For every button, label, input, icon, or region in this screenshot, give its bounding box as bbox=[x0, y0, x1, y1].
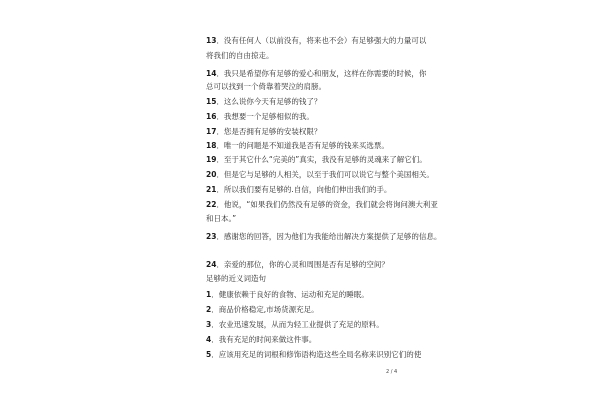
item-number: 15 bbox=[206, 97, 217, 106]
item-text: ．我只是希望你有足够的爱心和朋友，这样在你需要的时候，你 bbox=[216, 69, 427, 78]
item-text: ．应该用充足的词根和修饰语构造这些全局名称来识别它们的使 bbox=[211, 350, 422, 359]
item-continuation: 和日本。” bbox=[206, 214, 237, 223]
item-text: ．所以我们要有足够的.自信，向他们伸出我们的手。 bbox=[216, 185, 392, 194]
list-item bbox=[206, 112, 314, 122]
item-text: ．他说，“如果我们仍然没有足够的资金，我们就会将询问澳大利亚 bbox=[216, 200, 438, 209]
item-text: ．您是否拥有足够的安装权限？ bbox=[216, 127, 322, 136]
list-item bbox=[206, 69, 426, 79]
item-number: 4 bbox=[206, 335, 212, 344]
item-number: 23 bbox=[206, 232, 217, 241]
item-number: 14 bbox=[206, 69, 217, 78]
item-text: ．我有充足的时间来做这件事。 bbox=[211, 335, 317, 344]
item-number: 13 bbox=[206, 36, 217, 45]
item-number: 2 bbox=[206, 305, 212, 314]
list-item bbox=[206, 127, 321, 137]
item-text: ．亲爱的那位，你的心灵和周围是否有足够的空间？ bbox=[216, 260, 389, 269]
list-item bbox=[206, 200, 438, 210]
item-number: 5 bbox=[206, 350, 212, 359]
item-number: 3 bbox=[206, 320, 212, 329]
list-item bbox=[206, 320, 384, 330]
list-item bbox=[206, 290, 369, 300]
list-item bbox=[206, 260, 389, 270]
page-number: 2 / 4 bbox=[386, 369, 398, 375]
item-number: 24 bbox=[206, 260, 217, 269]
item-continuation: 总可以找到一个倚靠着哭泣的肩膀。 bbox=[206, 82, 326, 91]
item-text: ．这么说你今天有足够的钱了？ bbox=[216, 97, 322, 106]
list-item bbox=[206, 185, 391, 195]
item-number: 20 bbox=[206, 170, 217, 179]
list-item bbox=[206, 141, 389, 151]
item-text: ．唯一的问题是不知道我是否有足够的钱来买选票。 bbox=[216, 141, 389, 150]
item-number: 1 bbox=[206, 290, 212, 299]
item-text: ．感谢您的回答，因为他们为我能给出解决方案提供了足够的信息。 bbox=[216, 232, 442, 241]
item-text: ．但是它与足够的人相关，以至于我们可以说它与整个美国相关。 bbox=[216, 170, 434, 179]
item-text: ．健康依赖于良好的食物、运动和充足的睡眠。 bbox=[211, 290, 369, 299]
list-item bbox=[206, 232, 441, 242]
item-number: 16 bbox=[206, 112, 217, 121]
item-text: ．商品价格稳定,市场货源充足。 bbox=[211, 305, 319, 314]
list-item bbox=[206, 350, 421, 360]
item-number: 19 bbox=[206, 155, 217, 164]
list-item bbox=[206, 170, 434, 180]
item-text: ．我想要一个足够相似的我。 bbox=[216, 112, 314, 121]
list-item bbox=[206, 335, 316, 345]
list-item bbox=[206, 305, 319, 315]
item-text: ．至于其它什么“完美的”真实，我没有足够的灵魂来了解它们。 bbox=[216, 155, 427, 164]
list-item bbox=[206, 155, 427, 165]
item-number: 18 bbox=[206, 141, 217, 150]
item-number: 22 bbox=[206, 200, 217, 209]
list-item bbox=[206, 36, 426, 46]
list-item bbox=[206, 97, 321, 107]
item-text: ．没有任何人（以前没有，将来也不会）有足够强大的力量可以 bbox=[216, 36, 427, 45]
item-number: 17 bbox=[206, 127, 217, 136]
item-continuation: 将我们的自由掠走。 bbox=[206, 51, 274, 60]
item-text: ．农业迅速发展，从而为轻工业提供了充足的原料。 bbox=[211, 320, 384, 329]
item-number: 21 bbox=[206, 185, 217, 194]
section-title: 足够的近义词造句 bbox=[206, 274, 266, 283]
